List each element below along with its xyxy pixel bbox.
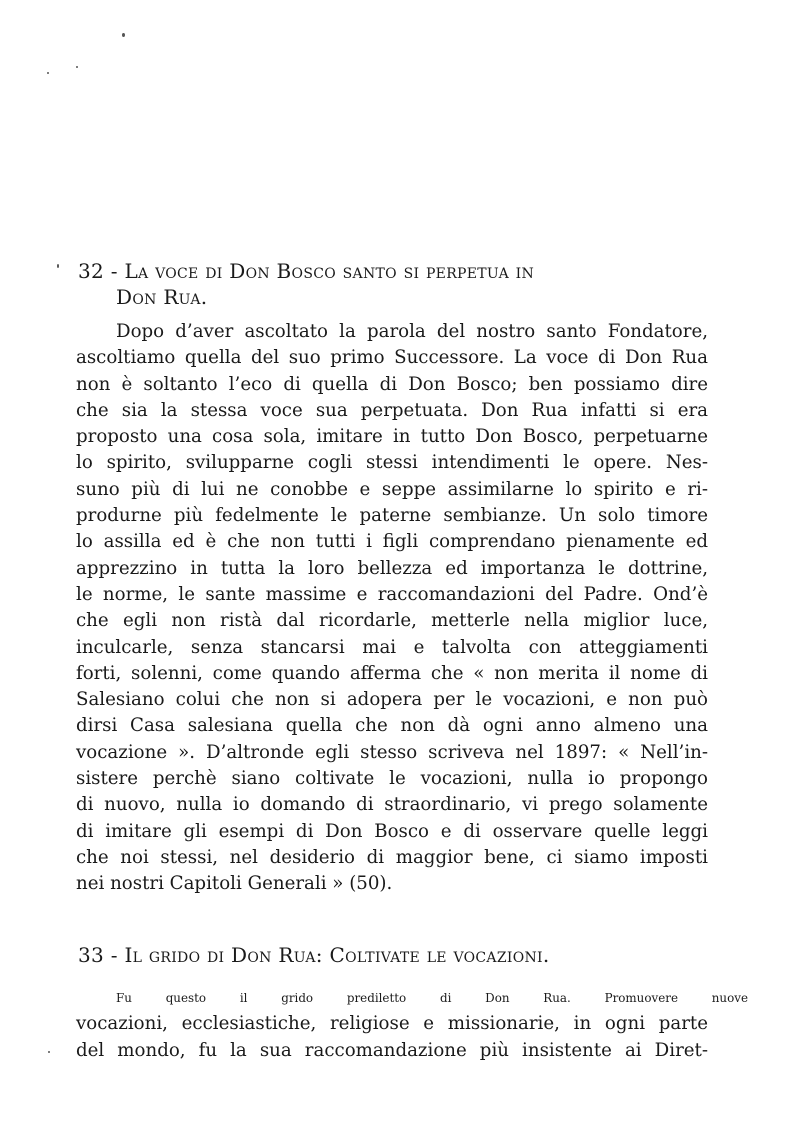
- ink-speck: [76, 66, 78, 68]
- text-line: che sia la stessa voce sua perpetuata. Don Rua infatti si era: [76, 399, 708, 421]
- ink-speck: [47, 72, 49, 74]
- text-line: di nuovo, nulla io domando di straordinario, vi prego solamente: [76, 794, 708, 816]
- text-line: nei nostri Capitoli Generali » (50).: [76, 873, 393, 895]
- text-line: di imitare gli esempi di Don Bosco e di osservare quelle leggi: [76, 820, 708, 842]
- section-number: 32 -: [78, 259, 118, 283]
- text-line: lo spirito, svilupparne cogli stessi intendimenti le opere. Nes-: [76, 452, 708, 474]
- text-line: che egli non ristà dal ricordarle, metterle nella miglior luce,: [76, 610, 708, 632]
- section-title-line2: Don Rua.: [116, 285, 208, 309]
- ink-speck: [48, 1051, 50, 1053]
- text-line: apprezzino in tutta la loro bellezza ed importanza le dottrine,: [76, 557, 708, 579]
- text-line: vocazioni, ecclesiastiche, religiose e missionarie, in ogni parte: [76, 1013, 708, 1035]
- section-33-paragraph: [76, 985, 748, 1064]
- text-line: suno più di lui ne conobbe e seppe assimilarne lo spirito e ri-: [76, 478, 708, 500]
- section-heading-33: [78, 942, 708, 968]
- text-line: non è soltanto l’eco di quella di Don Bosco; ben possiamo dire: [76, 373, 708, 395]
- section-heading-32: [78, 258, 708, 310]
- text-line: vocazione ». D’altronde egli stesso scriveva nel 1897: « Nell’in-: [76, 741, 708, 763]
- section-32-paragraph: [76, 319, 708, 898]
- ink-speck: [122, 33, 125, 37]
- text-line: dirsi Casa salesiana quella che non dà ogni anno almeno una: [76, 715, 708, 737]
- text-line: sistere perchè siano coltivate le vocazioni, nulla io propongo: [76, 768, 708, 790]
- text-line: del mondo, fu la sua raccomandazione più insistente ai Diret-: [76, 1039, 708, 1061]
- text-line: Fu questo il grido prediletto di Don Rua. Promuovere nuove: [116, 991, 748, 1005]
- section-title-line1: Il grido di Don Rua: Coltivate le vocazioni.: [124, 943, 550, 967]
- text-line: lo assilla ed è che non tutti i figli comprendano pienamente ed: [76, 531, 708, 553]
- text-line: produrne più fedelmente le paterne sembianze. Un solo timore: [76, 505, 708, 527]
- ink-speck: [57, 264, 59, 268]
- text-line: ascoltiamo quella del suo primo Successore. La voce di Don Rua: [76, 347, 708, 369]
- text-line: che noi stessi, nel desiderio di maggior bene, ci siamo imposti: [76, 846, 708, 868]
- text-line: forti, solenni, come quando afferma che « non merita il nome di: [76, 662, 708, 684]
- text-line: Salesiano colui che non si adopera per le vocazioni, e non può: [76, 689, 708, 711]
- text-line: le norme, le sante massime e raccomandazioni del Padre. Ond’è: [76, 583, 708, 605]
- section-title-line1: La voce di Don Bosco santo si perpetua in: [124, 259, 535, 283]
- text-line: inculcarle, senza stancarsi mai e talvolta con atteggiamenti: [76, 636, 708, 658]
- section-number: 33 -: [78, 943, 118, 967]
- text-line: Dopo d’aver ascoltato la parola del nostro santo Fondatore,: [116, 321, 708, 342]
- text-line: proposto una cosa sola, imitare in tutto Don Bosco, perpetuarne: [76, 426, 708, 448]
